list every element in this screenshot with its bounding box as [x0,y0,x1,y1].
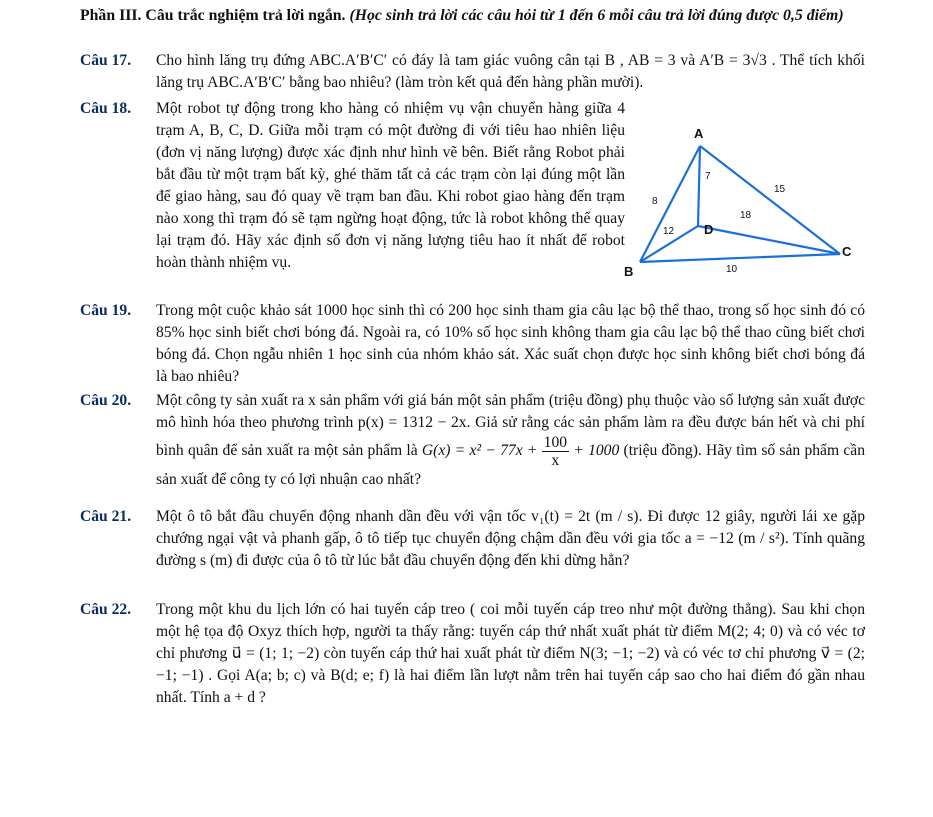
question-text: Một ô tô bắt đầu chuyển động nhanh dần đều với vận tốc v₁(t) = 2t (m / s). Đi được 12 giây, người lái xe gặp chướng ngại vật và phanh gấp, ô tô tiếp tục chuyển động chậm dần đều với gia tốc a = −12 (m / s²). Tính quãng đường s (m) đi được của ô tô từ lúc bắt đầu chuyển động đến khi dừng hẳn? [156,508,865,569]
weight-ac: 15 [774,184,786,195]
weight-bd: 12 [663,226,675,237]
question-text: Một công ty sản xuất ra x sản phẩm với giá bán một sản phẩm (triệu đồng) phụ thuộc vào số lượng sản xuất được mô hình hóa theo phương trình p(x) = 1312 − 2x. Giả sử rằng các sản phẩm làm ra đều được bán hết và chi phí bình quân để sản xuất ra một sản phẩm là [156,392,865,460]
node-d-label: D [704,222,714,237]
question-label: Câu 22. [80,601,132,618]
weight-bc: 10 [726,264,738,275]
weight-ad: 7 [705,171,711,182]
question-label: Câu 19. [80,302,132,319]
node-a-label: A [694,126,704,141]
question-text: Một robot tự động trong kho hàng có nhiệm vụ vận chuyển hàng giữa 4 trạm A, B, C, D. Giữa mỗi trạm có một đường đi với tiêu hao nhiên liệu (đơn vị năng lượng) được xác định như hình vẽ bên. Biết rằng Robot phải bắt đầu từ một trạm bất kỳ, ghé thăm tất cả các trạm còn lại đúng một lần để giao hàng, sau đó quay về trạm ban đầu. Khi robot giao hàng đến trạm nào xong thì trạm đó sẽ tạm ngừng hoạt động, tức là robot không thể quay lại trạm đó. Hãy xác định số đơn vị năng lượng tiêu hao ít nhất để robot hoàn thành nhiệm vụ. [156,100,625,271]
question-text: Trong một khu du lịch lớn có hai tuyến cáp treo ( coi mỗi tuyến cáp treo như một đường thẳng). Sau khi chọn một hệ tọa độ Oxyz thích hợp, người ta thấy rằng: tuyến cáp thứ nhất xuất phát từ điểm M(2; 4; 0) và có véc tơ chỉ phương u⃗ = (1; 1; −2) còn tuyến cáp thứ hai xuất phát từ điểm N(3; −1; −2) và có véc tơ chỉ phương v⃗ = (2; −1; −1) . Gọi A(a; b; c) và B(d; e; f) là hai điểm lần lượt nằm trên hai tuyến cáp sao cho hai điểm đó gần nhau nhất. Tính a + d ? [156,601,865,706]
question-text-continued: (triệu đồng). Hãy tìm số sản phẩm cần sản xuất để công ty có lợi nhuận cao nhất? [156,442,865,488]
question-label: Câu 18. [80,100,132,117]
question-label: Câu 20. [80,392,132,409]
question-18 [80,98,625,274]
question-21 [80,506,865,572]
question-text: Cho hình lăng trụ đứng ABC.A′B′C′ có đáy là tam giác vuông cân tại B , AB = 3 và A′B = 3√3 . Thể tích khối lăng trụ ABC.A′B′C′ bằng bao nhiêu? (làm tròn kết quả đến hàng phần mười). [156,52,865,91]
question-22 [80,599,865,709]
edge-ac [700,146,840,254]
fraction-denominator: x [551,452,560,469]
question-text: Trong một cuộc khảo sát 1000 học sinh thì có 200 học sinh tham gia câu lạc bộ thể thao, trong số học sinh đó có 85% học sinh biết chơi bóng đá. Ngoài ra, có 10% số học sinh không tham gia câu lạc bộ thể thao cũng biết chơi bóng đá. Chọn ngẫu nhiên 1 học sinh của nhóm khảo sát. Xác suất chọn được học sinh không biết chơi bóng đá là bao nhiêu? [156,302,865,385]
section-header [80,4,860,27]
section-title: Phần III. Câu trắc nghiệm trả lời ngắn. [80,7,346,24]
question-20 [80,390,865,491]
formula-part: G(x) = x² − 77x + [421,442,538,460]
robot-graph-figure [620,122,860,282]
question-19 [80,300,865,388]
formula-fraction [542,434,569,469]
cost-formula [421,434,624,469]
node-b-label: B [624,264,634,279]
question-label: Câu 21. [80,508,132,525]
edge-ad [698,146,700,226]
weight-ab: 8 [652,196,658,207]
node-c-label: C [842,244,852,259]
edge-dc [698,226,840,254]
fraction-numerator: 100 [543,434,568,451]
section-note: (Học sinh trả lời các câu hỏi từ 1 đến 6 mỗi câu trả lời đúng được 0,5 điểm) [349,7,844,24]
question-label: Câu 17. [80,52,132,69]
formula-part: + 1000 [573,442,620,460]
edge-bc [640,254,840,262]
weight-dc: 18 [740,210,752,221]
question-17 [80,50,865,94]
